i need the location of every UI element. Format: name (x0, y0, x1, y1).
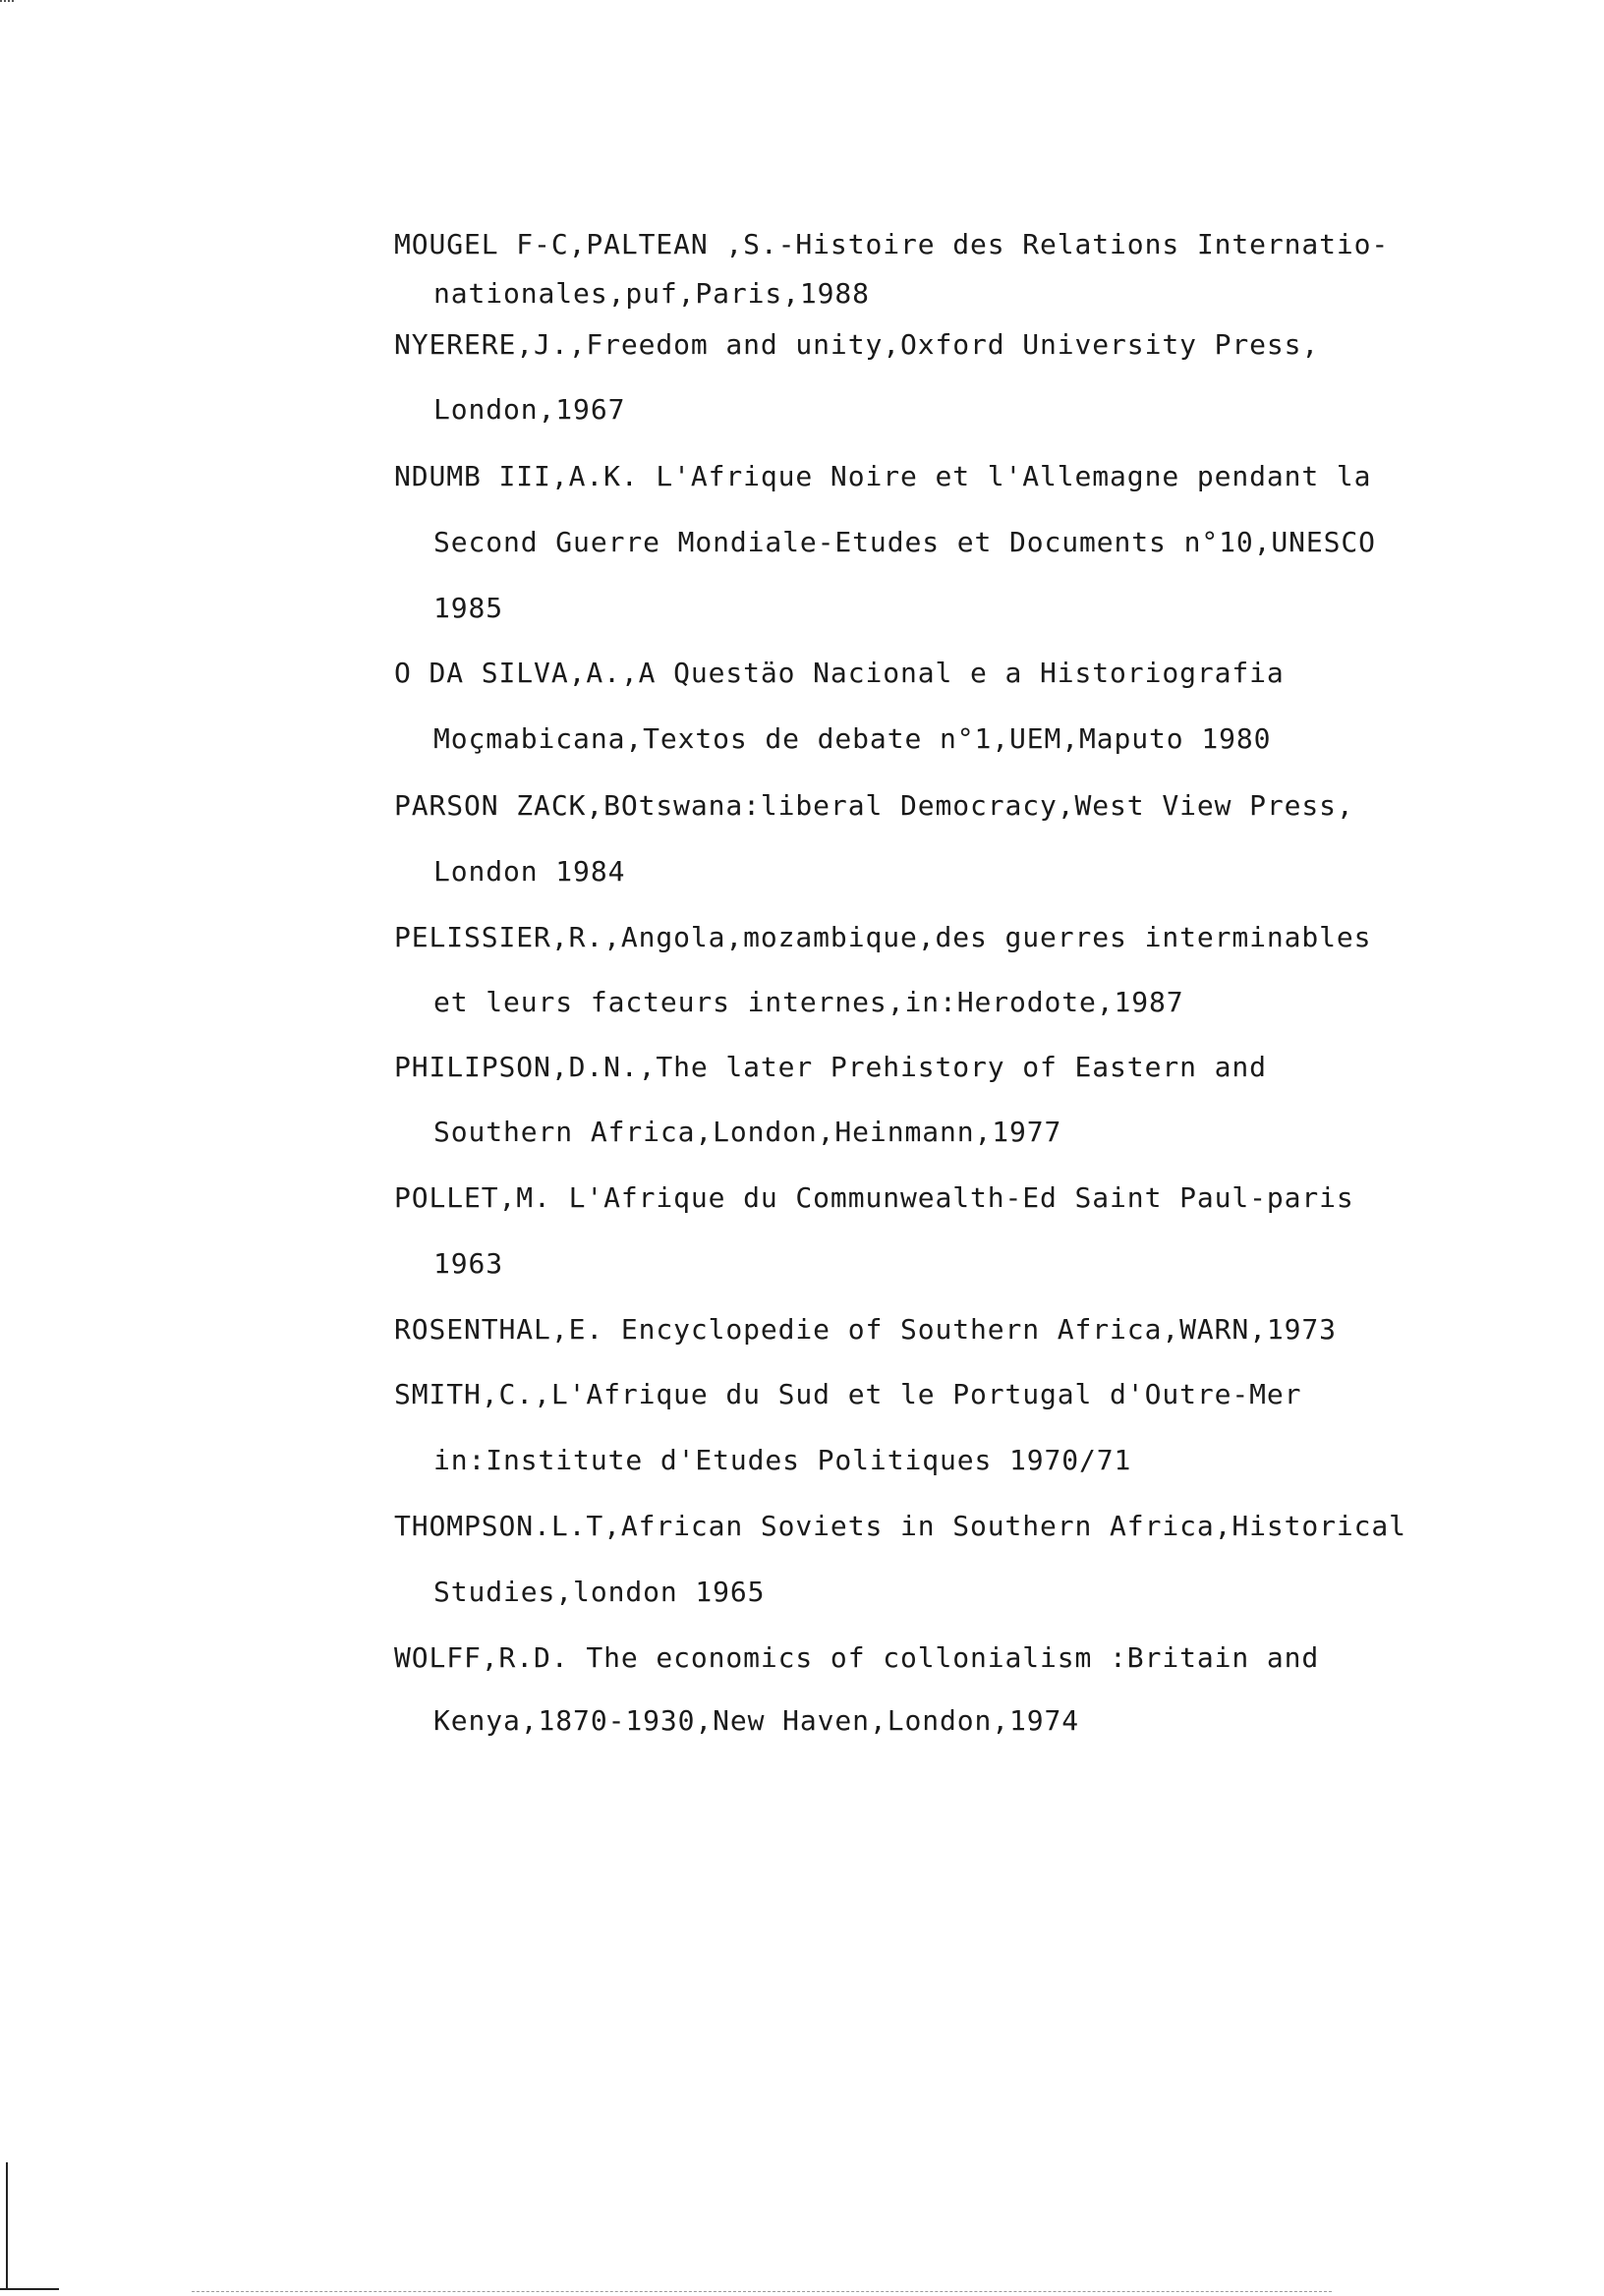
scan-artifact-bottom-rule (192, 2291, 1332, 2292)
scan-artifact-bottom-edge (0, 2288, 59, 2290)
entry-line: Second Guerre Mondiale-Etudes et Documents n°10,UNESCO (433, 526, 1376, 558)
entry-line: London 1984 (433, 855, 626, 888)
entry-line: 1963 (433, 1247, 504, 1280)
scan-artifact-top (0, 0, 14, 6)
entry-line: MOUGEL F-C,PALTEAN ,S.-Histoire des Relations Internatio- (394, 228, 1390, 260)
entry-line: POLLET,M. L'Afrique du Communwealth-Ed Saint Paul-paris (394, 1181, 1354, 1214)
entry-line: et leurs facteurs internes,in:Herodote,1987 (433, 986, 1184, 1018)
entry-line: THOMPSON.L.T,African Soviets in Southern Africa,Historical (394, 1510, 1406, 1542)
entry-line: Southern Africa,London,Heinmann,1977 (433, 1116, 1062, 1148)
scan-artifact-left-edge (6, 2162, 8, 2290)
entry-line: NYERERE,J.,Freedom and unity,Oxford University Press, (394, 328, 1320, 361)
entry-line: 1985 (433, 592, 504, 624)
entry-line: Studies,london 1965 (433, 1576, 766, 1608)
entry-line: in:Institute d'Etudes Politiques 1970/71 (433, 1444, 1132, 1476)
entry-line: NDUMB III,A.K. L'Afrique Noire et l'Allemagne pendant la (394, 460, 1372, 492)
entry-line: PHILIPSON,D.N.,The later Prehistory of Eastern and (394, 1051, 1267, 1083)
entry-line: PELISSIER,R.,Angola,mozambique,des guerres interminables (394, 921, 1372, 953)
entry-line: Moçmabicana,Textos de debate n°1,UEM,Maputo 1980 (433, 722, 1272, 755)
entry-line: Kenya,1870-1930,New Haven,London,1974 (433, 1704, 1080, 1737)
entry-line: ROSENTHAL,E. Encyclopedie of Southern Africa,WARN,1973 (394, 1313, 1337, 1346)
entry-line: PARSON ZACK,BOtswana:liberal Democracy,West View Press, (394, 789, 1354, 822)
entry-line: WOLFF,R.D. The economics of collonialism :Britain and (394, 1641, 1320, 1674)
entry-line: London,1967 (433, 393, 626, 426)
entry-line: SMITH,C.,L'Afrique du Sud et le Portugal d'Outre-Mer (394, 1378, 1302, 1410)
entry-line: O DA SILVA,A.,A Questäo Nacional e a Historiografia (394, 657, 1285, 689)
entry-line: nationales,puf,Paris,1988 (433, 277, 870, 310)
